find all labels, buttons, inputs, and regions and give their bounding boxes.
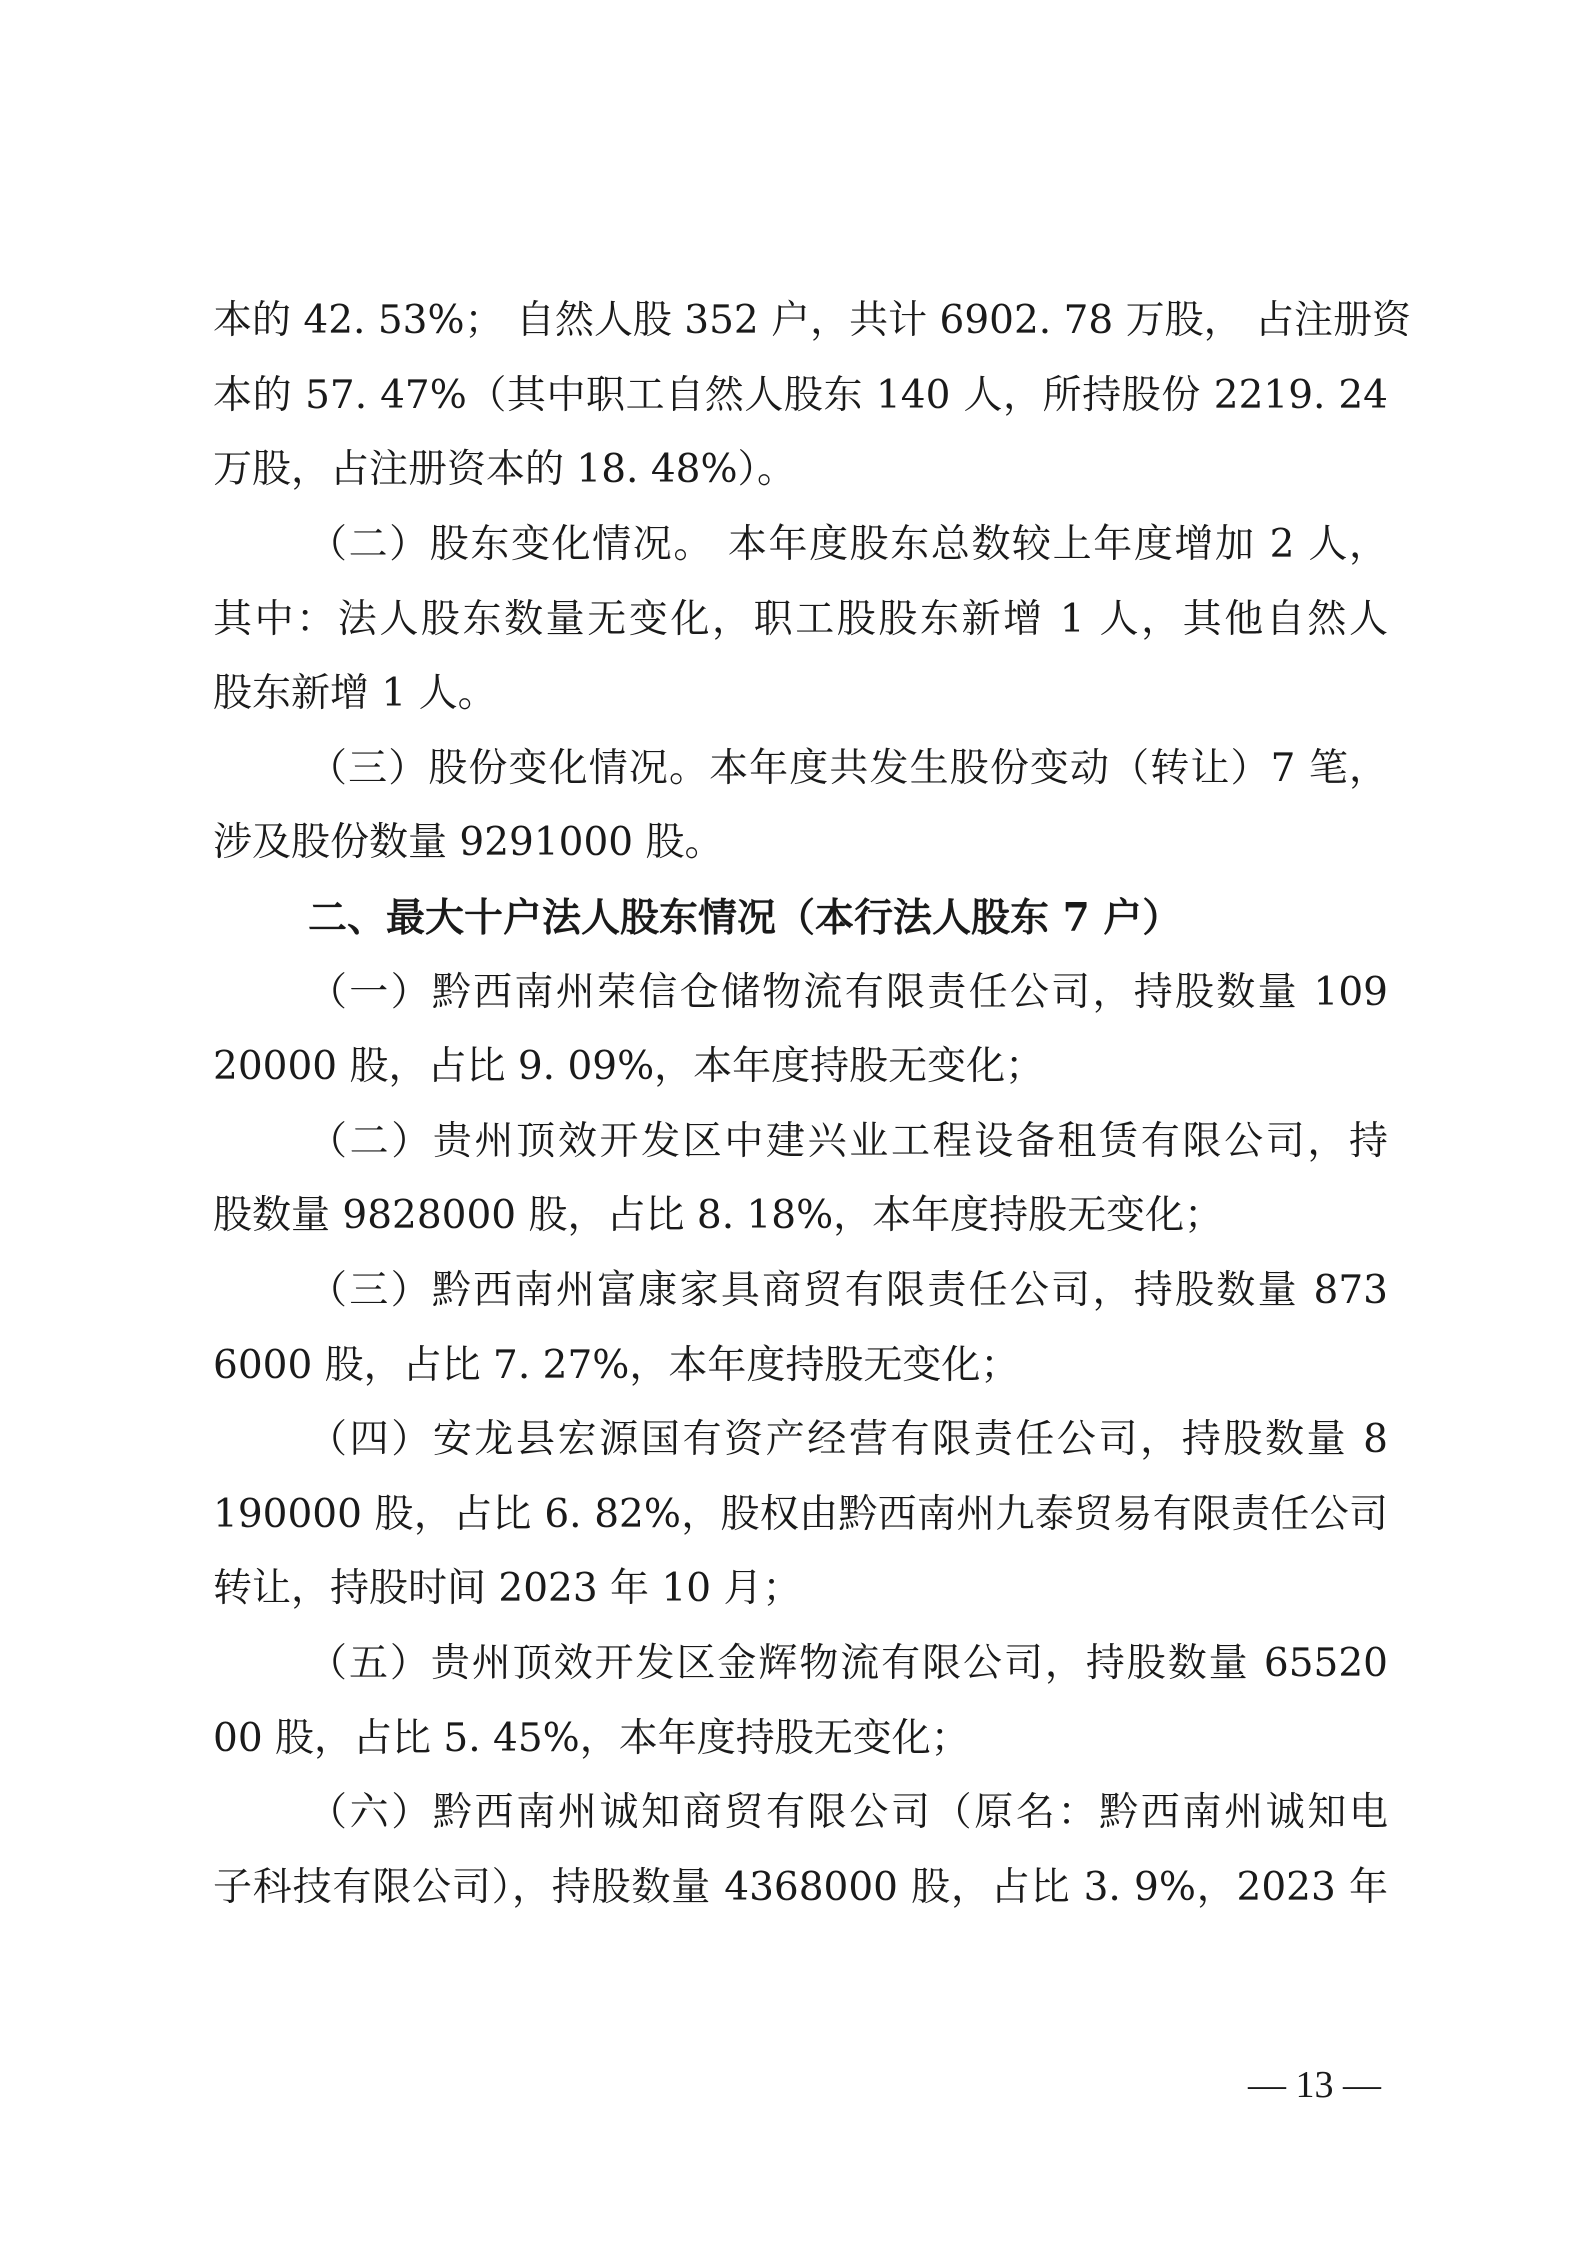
text-line: 转让，持股时间 2023 年 10 月； [213, 1566, 802, 1611]
text-line: 00 股，占比 5. 45%，本年度持股无变化； [213, 1716, 970, 1761]
text-line: 万股，占注册资本的 18. 48%）。 [213, 447, 797, 492]
text-line: 20000 股，占比 9. 09%，本年度持股无变化； [213, 1044, 1045, 1089]
text-line: 本的 42. 53%； 自然人股 352 户，共计 6902. 78 万股， 占注册资 [213, 298, 1411, 343]
text-line: 股东新增 1 人。 [213, 671, 497, 716]
text-line: 6000 股，占比 7. 27%，本年度持股无变化； [213, 1343, 1020, 1388]
text-line: （一）黔西南州荣信仓储物流有限责任公司，持股数量 109 [308, 970, 1388, 1015]
text-line: 其中：法人股东数量无变化，职工股股东新增 1 人，其他自然人 [213, 597, 1388, 642]
text-line: 股数量 9828000 股，占比 8. 18%，本年度持股无变化； [213, 1193, 1224, 1238]
text-line: （二）贵州顶效开发区中建兴业工程设备租赁有限公司，持 [308, 1119, 1388, 1164]
text-line: 本的 57. 47%（其中职工自然人股东 140 人，所持股份 2219. 24 [213, 373, 1388, 418]
text-line: 涉及股份数量 9291000 股。 [213, 820, 724, 865]
text-line: 190000 股，占比 6. 82%，股权由黔西南州九泰贸易有限责任公司 [213, 1492, 1388, 1537]
text-line: （五）贵州顶效开发区金辉物流有限公司，持股数量 65520 [308, 1641, 1388, 1686]
text-line: （四）安龙县宏源国有资产经营有限责任公司，持股数量 8 [308, 1417, 1388, 1462]
text-line: （六）黔西南州诚知商贸有限公司（原名：黔西南州诚知电 [308, 1790, 1388, 1835]
text-line: （三）黔西南州富康家具商贸有限责任公司，持股数量 873 [308, 1268, 1388, 1313]
section-heading: 二、最大十户法人股东情况（本行法人股东 7 户） [308, 895, 1182, 941]
page-number: — 13 — [1248, 2064, 1381, 2106]
text-line: 子科技有限公司），持股数量 4368000 股，占比 3. 9%，2023 年 [213, 1865, 1388, 1910]
text-line: （三）股份变化情况。本年度共发生股份变动（转让）7 笔， [308, 746, 1388, 791]
text-line: （二）股东变化情况。 本年度股东总数较上年度增加 2 人， [308, 522, 1388, 567]
